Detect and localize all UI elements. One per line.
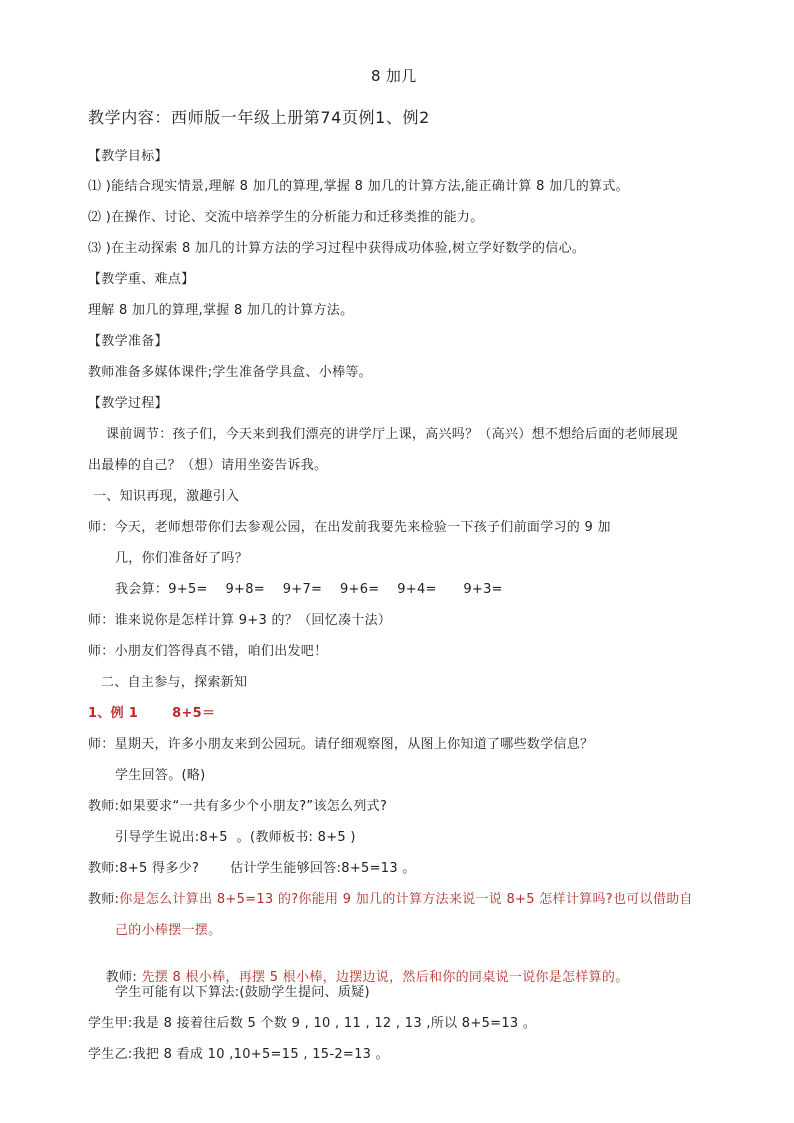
section-two-heading: 二、自主参与，探索新知 xyxy=(101,675,248,690)
student-answer-2: 引导学生说出:8+5 。(教师板书: 8+5 ) xyxy=(115,830,356,845)
teacher-line-6: 教师:8+5 得多少? 估计学生能够回答:8+5=13 。 xyxy=(88,861,416,876)
teacher-line-1a: 师：今天，老师想带你们去参观公园，在出发前我要先来检验一下孩子们前面学习的 9 加 xyxy=(88,520,611,535)
goals-heading: 【教学目标】 xyxy=(88,149,168,164)
practice-calculations: 我会算：9+5= 9+8= 9+7= 9+6= 9+4= 9+3= xyxy=(115,582,503,597)
key-points-heading: 【教学重、难点】 xyxy=(88,272,195,287)
teacher-line-7 xyxy=(88,892,693,908)
teacher-instruction-8: 先摆 8 根小棒，再摆 5 根小棒，边摆边说，然后和你的同桌说一说你是怎样算的。 xyxy=(141,970,629,985)
teacher-line-5: 教师:如果要求“一共有多少个小朋友?”该怎么列式? xyxy=(88,799,388,814)
teacher-line-7-cont: 己的小棒摆一摆。 xyxy=(115,923,222,938)
teacher-question-7: 你是怎么计算出 8+5=13 的?你能用 9 加几的计算方法来说一说 8+5 怎样计算吗?也可以借助自 xyxy=(119,892,693,907)
section-one-heading: 一、知识再现，激趣引入 xyxy=(93,489,240,504)
teaching-content-line: 教学内容：西师版一年级上册第74页例1、例2 xyxy=(88,108,430,127)
process-heading: 【教学过程】 xyxy=(88,396,168,411)
goal-item-2: ⑵ )在操作、讨论、交流中培养学生的分析能力和迁移类推的能力。 xyxy=(88,210,484,225)
pre-class-line-2: 出最棒的自己？（想）请用坐姿告诉我。 xyxy=(88,458,328,473)
key-points-text: 理解 8 加几的算理,掌握 8 加几的计算方法。 xyxy=(88,303,354,318)
example-one-heading xyxy=(88,706,215,722)
goal-item-3: ⑶ )在主动探索 8 加几的计算方法的学习过程中获得成功体验,树立学好数学的信心。 xyxy=(88,241,586,256)
lesson-title: 8 加几 xyxy=(371,67,417,85)
example-expression: 8+5＝ xyxy=(172,706,216,721)
teacher-line-4: 师：星期天，许多小朋友来到公园玩。请仔细观察图，从图上你知道了哪些数学信息？ xyxy=(88,737,594,752)
student-answer-1: 学生回答。(略) xyxy=(115,768,206,783)
teacher-line-3: 师：小朋友们答得真不错，咱们出发吧！ xyxy=(88,644,328,659)
teacher-line-2: 师：谁来说你是怎样计算 9+3 的？（回忆凑十法） xyxy=(88,613,392,628)
example-label: 1、例 1 xyxy=(88,706,139,721)
student-b-method: 学生乙:我把 8 看成 10 ,10+5=15 , 15-2=13 。 xyxy=(88,1047,389,1062)
teacher-line-1b: 几，你们准备好了吗？ xyxy=(115,551,249,566)
student-methods-intro: 学生可能有以下算法:(鼓励学生提问、质疑) xyxy=(115,985,370,1000)
teacher-label-8: 教师: xyxy=(105,970,142,985)
pre-class-line-1: 课前调节：孩子们，今天来到我们漂亮的讲学厅上课，高兴吗？（高兴）想不想给后面的老师展现 xyxy=(106,427,678,442)
goal-item-1: ⑴ )能结合现实情景,理解 8 加几的算理,掌握 8 加几的计算方法,能正确计算 8 加几的算式。 xyxy=(88,179,629,194)
student-a-method: 学生甲:我是 8 接着往后数 5 个数 9 , 10 , 11 , 12 , 13 ,所以 8+5=13 。 xyxy=(88,1016,537,1031)
prep-text: 教师准备多媒体课件;学生准备学具盒、小棒等。 xyxy=(88,365,372,380)
prep-heading: 【教学准备】 xyxy=(88,334,168,349)
teacher-label-7: 教师: xyxy=(88,892,120,907)
